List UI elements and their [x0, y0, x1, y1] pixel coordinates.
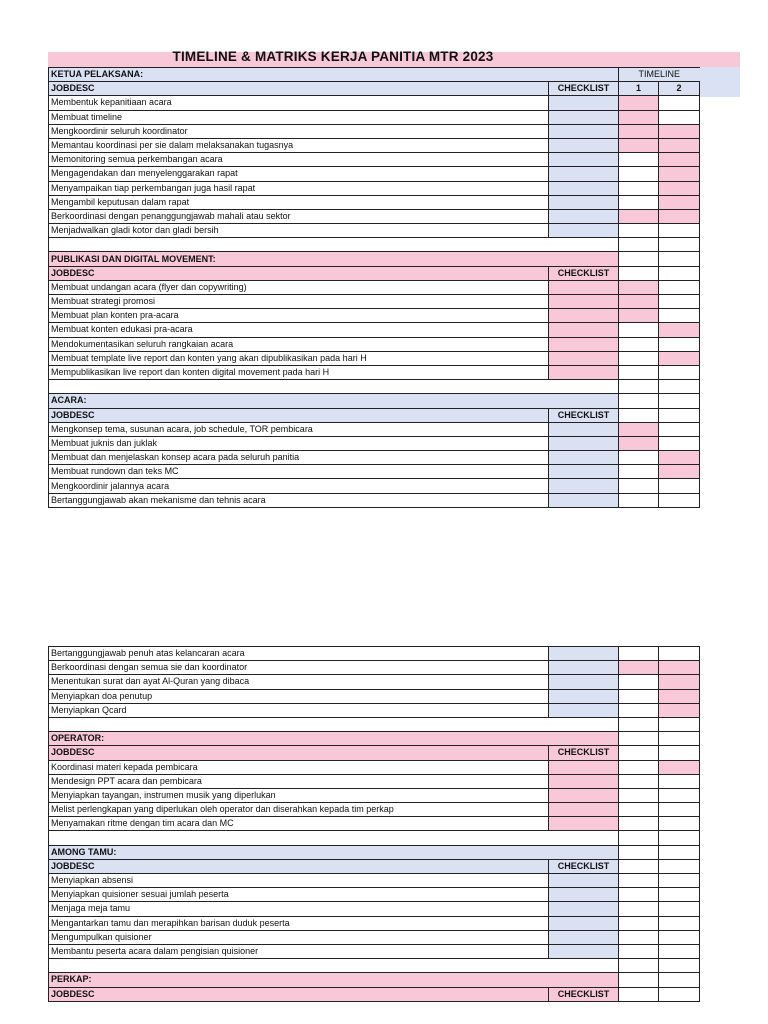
table-row	[49, 209, 700, 223]
section-title: ACARA:	[49, 394, 619, 408]
table-row	[49, 110, 700, 124]
checklist-cell[interactable]	[549, 323, 619, 337]
timeline-1-cell	[619, 760, 659, 774]
timeline-1-cell	[619, 675, 659, 689]
jobdesc-cell: Membuat strategi promosi	[49, 295, 549, 309]
jobdesc-cell: Menyiapkan absensi	[49, 874, 549, 888]
timeline-2-cell	[659, 944, 700, 958]
table-row	[49, 365, 700, 379]
timeline-1-cell	[619, 465, 659, 479]
timeline-2-cell	[659, 479, 700, 493]
jobdesc-cell: Memonitoring semua perkembangan acara	[49, 153, 549, 167]
empty-cell	[49, 959, 619, 973]
jobdesc-cell: Membuat rundown dan teks MC	[49, 465, 549, 479]
empty-cell	[659, 845, 700, 859]
timeline-1-cell	[619, 803, 659, 817]
empty-cell	[659, 987, 700, 1001]
table-row	[49, 788, 700, 802]
checklist-cell[interactable]	[549, 209, 619, 223]
jobdesc-cell: Memantau koordinasi per sie dalam melaksanakan tugasnya	[49, 138, 549, 152]
checklist-cell[interactable]	[549, 422, 619, 436]
jobdesc-header-row	[49, 266, 700, 280]
checklist-cell[interactable]	[549, 224, 619, 238]
jobdesc-cell: Mengkonsep tema, susunan acara, job schedule, TOR pembicara	[49, 422, 549, 436]
checklist-cell[interactable]	[549, 888, 619, 902]
timeline-2-cell	[659, 96, 700, 110]
section-title: KETUA PELAKSANA:	[49, 68, 619, 82]
empty-cell	[659, 831, 700, 845]
checklist-cell[interactable]	[549, 689, 619, 703]
spacer-row	[49, 380, 700, 394]
empty-cell	[619, 973, 659, 987]
empty-cell	[619, 732, 659, 746]
checklist-cell[interactable]	[549, 944, 619, 958]
section-title: OPERATOR:	[49, 732, 619, 746]
timeline-1-cell	[619, 451, 659, 465]
jobdesc-cell: Mendokumentasikan seluruh rangkaian acara	[49, 337, 549, 351]
jobdesc-header: JOBDESC	[49, 266, 549, 280]
table-row	[49, 703, 700, 717]
checklist-cell[interactable]	[549, 365, 619, 379]
jobdesc-cell: Mengkoordinir jalannya acara	[49, 479, 549, 493]
timeline-2-cell	[659, 661, 700, 675]
empty-cell	[619, 266, 659, 280]
table-row	[49, 436, 700, 450]
timeline-1-cell	[619, 153, 659, 167]
empty-cell	[49, 238, 619, 252]
checklist-cell[interactable]	[549, 138, 619, 152]
timeline-col-1-header: 1	[619, 82, 659, 96]
checklist-cell[interactable]	[549, 465, 619, 479]
empty-cell	[619, 238, 659, 252]
timeline-1-cell	[619, 309, 659, 323]
table-row	[49, 888, 700, 902]
timeline-1-cell	[619, 167, 659, 181]
checklist-cell[interactable]	[549, 661, 619, 675]
checklist-cell[interactable]	[549, 902, 619, 916]
timeline-2-cell	[659, 351, 700, 365]
timeline-col-2-header: 2	[659, 82, 700, 96]
checklist-cell[interactable]	[549, 280, 619, 294]
matrix-table-page-2	[48, 646, 700, 1002]
checklist-header: CHECKLIST	[549, 82, 619, 96]
checklist-cell[interactable]	[549, 124, 619, 138]
jobdesc-header: JOBDESC	[49, 859, 549, 873]
empty-cell	[659, 408, 700, 422]
jobdesc-cell: Mempublikasikan live report dan konten digital movement pada hari H	[49, 365, 549, 379]
timeline-1-cell	[619, 124, 659, 138]
checklist-cell[interactable]	[549, 351, 619, 365]
timeline-2-cell	[659, 365, 700, 379]
timeline-2-cell	[659, 422, 700, 436]
table-row	[49, 351, 700, 365]
empty-cell	[49, 831, 619, 845]
timeline-2-cell	[659, 689, 700, 703]
empty-cell	[659, 394, 700, 408]
empty-cell	[619, 746, 659, 760]
table-row	[49, 803, 700, 817]
empty-cell	[659, 973, 700, 987]
table-row	[49, 167, 700, 181]
timeline-header: TIMELINE	[619, 68, 700, 82]
jobdesc-cell: Menyamakan ritme dengan tim acara dan MC	[49, 817, 549, 831]
table-row	[49, 689, 700, 703]
table-row	[49, 916, 700, 930]
section-title: PUBLIKASI DAN DIGITAL MOVEMENT:	[49, 252, 619, 266]
empty-cell	[659, 266, 700, 280]
checklist-header: CHECKLIST	[549, 266, 619, 280]
empty-cell	[619, 845, 659, 859]
jobdesc-cell: Membuat konten edukasi pra-acara	[49, 323, 549, 337]
timeline-1-cell	[619, 365, 659, 379]
jobdesc-cell: Membuat dan menjelaskan konsep acara pada seluruh panitia	[49, 451, 549, 465]
empty-cell	[659, 238, 700, 252]
timeline-2-cell	[659, 675, 700, 689]
table-row	[49, 138, 700, 152]
table-row	[49, 224, 700, 238]
matrix-table-page-1	[48, 67, 700, 508]
empty-cell	[619, 380, 659, 394]
table-row	[49, 337, 700, 351]
spacer-row	[49, 717, 700, 731]
timeline-1-cell	[619, 944, 659, 958]
timeline-2-cell	[659, 280, 700, 294]
timeline-2-cell	[659, 874, 700, 888]
timeline-1-cell	[619, 110, 659, 124]
table-row	[49, 944, 700, 958]
timeline-1-cell	[619, 774, 659, 788]
checklist-cell[interactable]	[549, 436, 619, 450]
checklist-cell[interactable]	[549, 167, 619, 181]
table-row	[49, 902, 700, 916]
timeline-2-cell	[659, 110, 700, 124]
empty-cell	[659, 959, 700, 973]
checklist-cell[interactable]	[549, 493, 619, 507]
timeline-2-cell	[659, 167, 700, 181]
timeline-1-cell	[619, 181, 659, 195]
empty-cell	[49, 717, 619, 731]
checklist-cell[interactable]	[549, 916, 619, 930]
section-title: PERKAP:	[49, 973, 619, 987]
empty-cell	[619, 959, 659, 973]
checklist-cell[interactable]	[549, 788, 619, 802]
timeline-1-cell	[619, 874, 659, 888]
timeline-2-cell	[659, 224, 700, 238]
jobdesc-header-row	[49, 859, 700, 873]
timeline-1-cell	[619, 209, 659, 223]
jobdesc-header-row	[49, 408, 700, 422]
empty-cell	[619, 717, 659, 731]
timeline-2-cell	[659, 209, 700, 223]
jobdesc-cell: Bertanggungjawab penuh atas kelancaran acara	[49, 647, 549, 661]
jobdesc-cell: Mendesign PPT acara dan pembicara	[49, 774, 549, 788]
section-header-row	[49, 68, 700, 82]
spacer-row	[49, 959, 700, 973]
timeline-1-cell	[619, 703, 659, 717]
timeline-1-cell	[619, 788, 659, 802]
empty-cell	[619, 859, 659, 873]
checklist-cell[interactable]	[549, 930, 619, 944]
jobdesc-header-row	[49, 987, 700, 1001]
jobdesc-cell: Berkoordinasi dengan semua sie dan koordinator	[49, 661, 549, 675]
checklist-cell[interactable]	[549, 874, 619, 888]
empty-cell	[619, 252, 659, 266]
timeline-2-cell	[659, 888, 700, 902]
checklist-cell[interactable]	[549, 337, 619, 351]
timeline-1-cell	[619, 337, 659, 351]
section-header-row	[49, 845, 700, 859]
jobdesc-cell: Mengkoordinir seluruh koordinator	[49, 124, 549, 138]
timeline-1-cell	[619, 224, 659, 238]
jobdesc-header: JOBDESC	[49, 82, 549, 96]
timeline-2-cell	[659, 295, 700, 309]
jobdesc-cell: Menjadwalkan gladi kotor dan gladi bersih	[49, 224, 549, 238]
jobdesc-cell: Mengagendakan dan menyelenggarakan rapat	[49, 167, 549, 181]
empty-cell	[659, 732, 700, 746]
spacer-row	[49, 831, 700, 845]
table-row	[49, 493, 700, 507]
timeline-2-cell	[659, 153, 700, 167]
timeline-1-cell	[619, 661, 659, 675]
jobdesc-header: JOBDESC	[49, 746, 549, 760]
timeline-extension	[699, 67, 740, 97]
table-row	[49, 309, 700, 323]
table-row	[49, 465, 700, 479]
section-header-row	[49, 732, 700, 746]
jobdesc-cell: Mengantarkan tamu dan merapihkan barisan duduk peserta	[49, 916, 549, 930]
checklist-header: CHECKLIST	[549, 987, 619, 1001]
timeline-2-cell	[659, 647, 700, 661]
timeline-1-cell	[619, 96, 659, 110]
checklist-header: CHECKLIST	[549, 859, 619, 873]
jobdesc-cell: Menyiapkan doa penutup	[49, 689, 549, 703]
timeline-2-cell	[659, 774, 700, 788]
timeline-1-cell	[619, 817, 659, 831]
jobdesc-cell: Menjaga meja tamu	[49, 902, 549, 916]
jobdesc-cell: Membantu peserta acara dalam pengisian quisioner	[49, 944, 549, 958]
table-row	[49, 181, 700, 195]
table-row	[49, 774, 700, 788]
timeline-2-cell	[659, 788, 700, 802]
table-row	[49, 295, 700, 309]
table-row	[49, 124, 700, 138]
checklist-cell[interactable]	[549, 760, 619, 774]
timeline-1-cell	[619, 436, 659, 450]
table-row	[49, 422, 700, 436]
empty-cell	[659, 252, 700, 266]
timeline-2-cell	[659, 703, 700, 717]
jobdesc-cell: Membuat juknis dan juklak	[49, 436, 549, 450]
table-row	[49, 479, 700, 493]
timeline-1-cell	[619, 138, 659, 152]
table-row	[49, 675, 700, 689]
timeline-2-cell	[659, 181, 700, 195]
empty-cell	[619, 831, 659, 845]
table-row	[49, 451, 700, 465]
jobdesc-cell: Membuat template live report dan konten yang akan dipublikasikan pada hari H	[49, 351, 549, 365]
timeline-1-cell	[619, 422, 659, 436]
timeline-1-cell	[619, 902, 659, 916]
timeline-1-cell	[619, 295, 659, 309]
jobdesc-cell: Menyiapkan quisioner sesuai jumlah peserta	[49, 888, 549, 902]
timeline-2-cell	[659, 124, 700, 138]
section-header-row	[49, 973, 700, 987]
jobdesc-cell: Menentukan surat dan ayat Al-Quran yang dibaca	[49, 675, 549, 689]
table-row	[49, 661, 700, 675]
empty-cell	[619, 408, 659, 422]
timeline-2-cell	[659, 309, 700, 323]
timeline-2-cell	[659, 803, 700, 817]
checklist-cell[interactable]	[549, 309, 619, 323]
checklist-cell[interactable]	[549, 803, 619, 817]
checklist-cell[interactable]	[549, 295, 619, 309]
jobdesc-header-row	[49, 82, 700, 96]
timeline-2-cell	[659, 902, 700, 916]
table-row	[49, 930, 700, 944]
empty-cell	[659, 380, 700, 394]
section-title: AMONG TAMU:	[49, 845, 619, 859]
timeline-1-cell	[619, 916, 659, 930]
table-row	[49, 195, 700, 209]
section-header-row	[49, 394, 700, 408]
jobdesc-cell: Koordinasi materi kepada pembicara	[49, 760, 549, 774]
timeline-1-cell	[619, 689, 659, 703]
timeline-1-cell	[619, 930, 659, 944]
timeline-2-cell	[659, 930, 700, 944]
timeline-2-cell	[659, 138, 700, 152]
timeline-1-cell	[619, 479, 659, 493]
checklist-cell[interactable]	[549, 703, 619, 717]
jobdesc-cell: Menyampaikan tiap perkembangan juga hasil rapat	[49, 181, 549, 195]
timeline-2-cell	[659, 817, 700, 831]
jobdesc-cell: Mengambil keputusan dalam rapat	[49, 195, 549, 209]
empty-cell	[659, 717, 700, 731]
checklist-cell[interactable]	[549, 451, 619, 465]
checklist-cell[interactable]	[549, 181, 619, 195]
jobdesc-cell: Menyiapkan tayangan, instrumen musik yang diperlukan	[49, 788, 549, 802]
timeline-1-cell	[619, 888, 659, 902]
table-row	[49, 817, 700, 831]
timeline-2-cell	[659, 451, 700, 465]
jobdesc-cell: Membuat timeline	[49, 110, 549, 124]
timeline-2-cell	[659, 916, 700, 930]
timeline-2-cell	[659, 337, 700, 351]
empty-cell	[659, 746, 700, 760]
table-row	[49, 760, 700, 774]
checklist-cell[interactable]	[549, 153, 619, 167]
timeline-1-cell	[619, 493, 659, 507]
timeline-2-cell	[659, 195, 700, 209]
checklist-cell[interactable]	[549, 774, 619, 788]
jobdesc-cell: Menyiapkan Qcard	[49, 703, 549, 717]
timeline-1-cell	[619, 280, 659, 294]
checklist-cell[interactable]	[549, 817, 619, 831]
jobdesc-cell: Melist perlengkapan yang diperlukan oleh operator dan diserahkan kepada tim perkap	[49, 803, 549, 817]
timeline-1-cell	[619, 195, 659, 209]
checklist-header: CHECKLIST	[549, 408, 619, 422]
timeline-1-cell	[619, 647, 659, 661]
sheet-title: TIMELINE & MATRIKS KERJA PANITIA MTR 2023	[172, 49, 494, 64]
empty-cell	[619, 987, 659, 1001]
jobdesc-cell: Membentuk kepanitiaan acara	[49, 96, 549, 110]
jobdesc-cell: Membuat plan konten pra-acara	[49, 309, 549, 323]
empty-cell	[659, 859, 700, 873]
timeline-2-cell	[659, 465, 700, 479]
timeline-2-cell	[659, 493, 700, 507]
checklist-cell[interactable]	[549, 675, 619, 689]
spacer-row	[49, 238, 700, 252]
table-row	[49, 323, 700, 337]
timeline-2-cell	[659, 323, 700, 337]
checklist-header: CHECKLIST	[549, 746, 619, 760]
timeline-1-cell	[619, 351, 659, 365]
checklist-cell[interactable]	[549, 647, 619, 661]
checklist-cell[interactable]	[549, 479, 619, 493]
table-row	[49, 874, 700, 888]
jobdesc-header-row	[49, 746, 700, 760]
jobdesc-cell: Mengumpulkan quisioner	[49, 930, 549, 944]
checklist-cell[interactable]	[549, 195, 619, 209]
section-header-row	[49, 252, 700, 266]
table-row	[49, 280, 700, 294]
checklist-cell[interactable]	[549, 110, 619, 124]
table-row	[49, 96, 700, 110]
jobdesc-header: JOBDESC	[49, 408, 549, 422]
jobdesc-cell: Bertanggungjawab akan mekanisme dan tehnis acara	[49, 493, 549, 507]
jobdesc-header: JOBDESC	[49, 987, 549, 1001]
table-row	[49, 647, 700, 661]
checklist-cell[interactable]	[549, 96, 619, 110]
jobdesc-cell: Membuat undangan acara (flyer dan copywriting)	[49, 280, 549, 294]
table-row	[49, 153, 700, 167]
timeline-2-cell	[659, 436, 700, 450]
empty-cell	[619, 394, 659, 408]
timeline-2-cell	[659, 760, 700, 774]
timeline-1-cell	[619, 323, 659, 337]
jobdesc-cell: Berkoordinasi dengan penanggungjawab mahali atau sektor	[49, 209, 549, 223]
empty-cell	[49, 380, 619, 394]
